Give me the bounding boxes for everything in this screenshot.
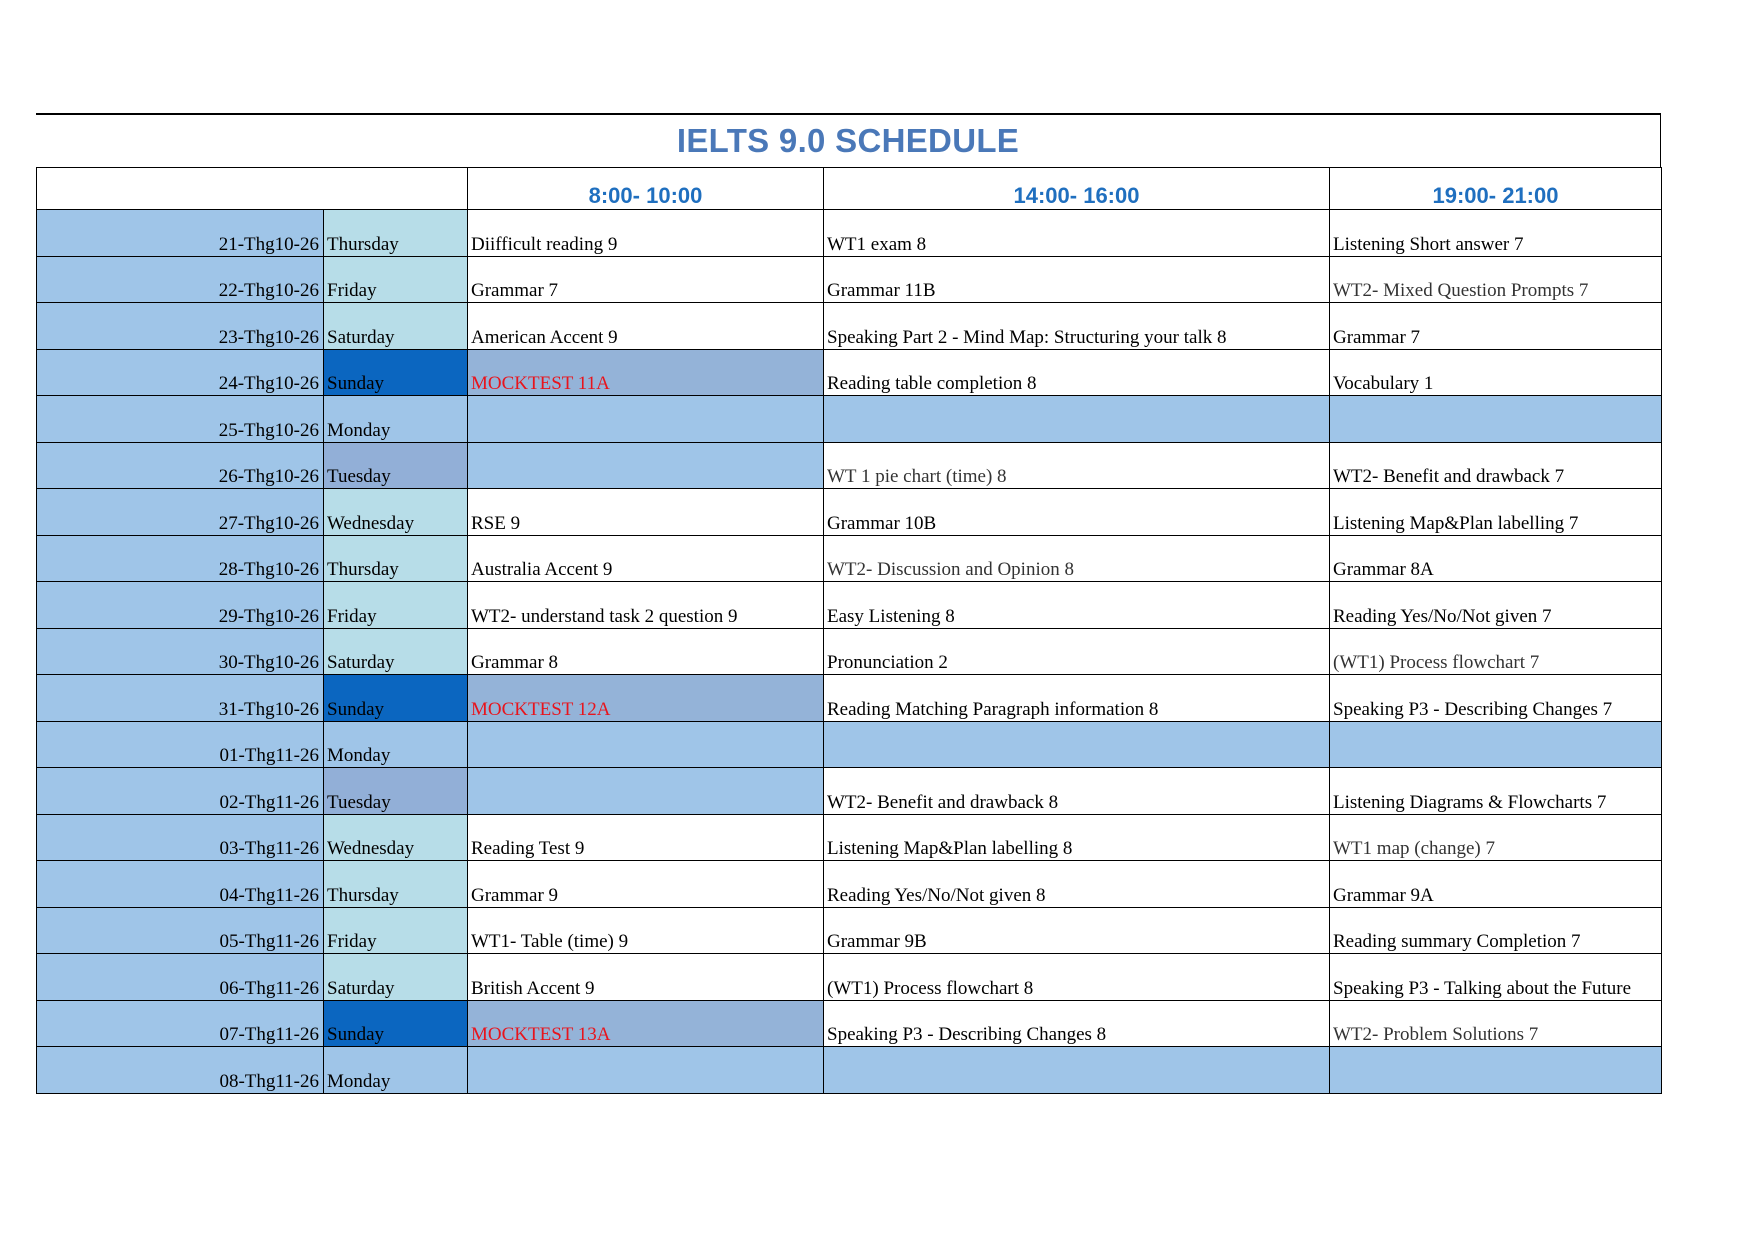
morning-session-cell: MOCKTEST 12A [468,675,824,722]
day-cell: Friday [324,907,468,954]
date-cell: 04-Thg11-26 [37,861,324,908]
date-cell: 25-Thg10-26 [37,396,324,443]
date-cell: 26-Thg10-26 [37,442,324,489]
afternoon-session-cell: Easy Listening 8 [824,582,1330,629]
morning-session-cell [468,1047,824,1094]
table-row [37,489,1662,536]
day-cell: Thursday [324,210,468,257]
header-row [37,168,1662,210]
table-row [37,768,1662,815]
day-cell: Friday [324,582,468,629]
table-row [37,721,1662,768]
evening-session-cell: Listening Short answer 7 [1330,210,1662,257]
afternoon-session-cell: Pronunciation 2 [824,628,1330,675]
evening-session-cell [1330,1047,1662,1094]
date-cell: 05-Thg11-26 [37,907,324,954]
evening-session-cell: WT1 map (change) 7 [1330,814,1662,861]
date-cell: 28-Thg10-26 [37,535,324,582]
date-cell: 08-Thg11-26 [37,1047,324,1094]
table-row [37,303,1662,350]
schedule-table [36,167,1662,1094]
table-row [37,210,1662,257]
header-blank [37,168,468,210]
date-cell: 02-Thg11-26 [37,768,324,815]
evening-session-cell: Grammar 7 [1330,303,1662,350]
day-cell: Tuesday [324,442,468,489]
evening-session-cell: WT2- Problem Solutions 7 [1330,1000,1662,1047]
day-cell: Thursday [324,535,468,582]
morning-session-cell: Australia Accent 9 [468,535,824,582]
afternoon-session-cell: (WT1) Process flowchart 8 [824,954,1330,1001]
table-row [37,535,1662,582]
afternoon-session-cell: Reading Matching Paragraph information 8 [824,675,1330,722]
date-cell: 23-Thg10-26 [37,303,324,350]
evening-session-cell: Grammar 8A [1330,535,1662,582]
day-cell: Saturday [324,954,468,1001]
morning-session-cell [468,721,824,768]
schedule-sheet [36,113,1661,1094]
day-cell: Sunday [324,1000,468,1047]
morning-session-cell: WT1- Table (time) 9 [468,907,824,954]
day-cell: Tuesday [324,768,468,815]
evening-session-cell: Listening Diagrams & Flowcharts 7 [1330,768,1662,815]
evening-session-cell [1330,721,1662,768]
morning-session-cell: British Accent 9 [468,954,824,1001]
afternoon-session-cell [824,396,1330,443]
day-cell: Thursday [324,861,468,908]
table-row [37,814,1662,861]
day-cell: Wednesday [324,489,468,536]
afternoon-session-cell: WT1 exam 8 [824,210,1330,257]
evening-session-cell: WT2- Mixed Question Prompts 7 [1330,256,1662,303]
afternoon-session-cell: Reading table completion 8 [824,349,1330,396]
evening-session-cell: Listening Map&Plan labelling 7 [1330,489,1662,536]
table-row [37,256,1662,303]
date-cell: 03-Thg11-26 [37,814,324,861]
afternoon-session-cell: Listening Map&Plan labelling 8 [824,814,1330,861]
day-cell: Monday [324,396,468,443]
afternoon-session-cell: Reading Yes/No/Not given 8 [824,861,1330,908]
evening-session-cell: Vocabulary 1 [1330,349,1662,396]
day-cell: Wednesday [324,814,468,861]
page-title: IELTS 9.0 SCHEDULE [676,122,1020,159]
morning-session-cell: RSE 9 [468,489,824,536]
morning-session-cell: Reading Test 9 [468,814,824,861]
evening-session-cell [1330,396,1662,443]
date-cell: 01-Thg11-26 [37,721,324,768]
afternoon-session-cell: WT 1 pie chart (time) 8 [824,442,1330,489]
date-cell: 21-Thg10-26 [37,210,324,257]
afternoon-session-cell: Grammar 11B [824,256,1330,303]
afternoon-session-cell [824,1047,1330,1094]
day-cell: Sunday [324,349,468,396]
slot-header-afternoon: 14:00- 16:00 [824,168,1330,210]
evening-session-cell: (WT1) Process flowchart 7 [1330,628,1662,675]
morning-session-cell [468,442,824,489]
table-row [37,675,1662,722]
table-row [37,954,1662,1001]
afternoon-session-cell: WT2- Discussion and Opinion 8 [824,535,1330,582]
evening-session-cell: WT2- Benefit and drawback 7 [1330,442,1662,489]
slot-header-evening: 19:00- 21:00 [1330,168,1662,210]
title-row [36,113,1661,167]
morning-session-cell [468,768,824,815]
day-cell: Friday [324,256,468,303]
morning-session-cell: Grammar 9 [468,861,824,908]
slot-header-morning: 8:00- 10:00 [468,168,824,210]
table-row [37,1000,1662,1047]
table-row [37,907,1662,954]
afternoon-session-cell: WT2- Benefit and drawback 8 [824,768,1330,815]
day-cell: Sunday [324,675,468,722]
date-cell: 07-Thg11-26 [37,1000,324,1047]
afternoon-session-cell: Grammar 10B [824,489,1330,536]
date-cell: 31-Thg10-26 [37,675,324,722]
table-row [37,1047,1662,1094]
morning-session-cell: Grammar 8 [468,628,824,675]
morning-session-cell: American Accent 9 [468,303,824,350]
day-cell: Saturday [324,628,468,675]
date-cell: 22-Thg10-26 [37,256,324,303]
date-cell: 06-Thg11-26 [37,954,324,1001]
day-cell: Monday [324,1047,468,1094]
evening-session-cell: Speaking P3 - Talking about the Future [1330,954,1662,1001]
morning-session-cell: Grammar 7 [468,256,824,303]
table-row [37,396,1662,443]
table-row [37,349,1662,396]
afternoon-session-cell [824,721,1330,768]
date-cell: 29-Thg10-26 [37,582,324,629]
evening-session-cell: Reading Yes/No/Not given 7 [1330,582,1662,629]
table-row [37,861,1662,908]
date-cell: 30-Thg10-26 [37,628,324,675]
day-cell: Saturday [324,303,468,350]
table-row [37,628,1662,675]
afternoon-session-cell: Grammar 9B [824,907,1330,954]
evening-session-cell: Reading summary Completion 7 [1330,907,1662,954]
evening-session-cell: Grammar 9A [1330,861,1662,908]
date-cell: 24-Thg10-26 [37,349,324,396]
morning-session-cell [468,396,824,443]
table-row [37,442,1662,489]
day-cell: Monday [324,721,468,768]
morning-session-cell: MOCKTEST 11A [468,349,824,396]
afternoon-session-cell: Speaking Part 2 - Mind Map: Structuring your talk 8 [824,303,1330,350]
afternoon-session-cell: Speaking P3 - Describing Changes 8 [824,1000,1330,1047]
evening-session-cell: Speaking P3 - Describing Changes 7 [1330,675,1662,722]
morning-session-cell: WT2- understand task 2 question 9 [468,582,824,629]
morning-session-cell: MOCKTEST 13A [468,1000,824,1047]
table-row [37,582,1662,629]
date-cell: 27-Thg10-26 [37,489,324,536]
morning-session-cell: Diifficult reading 9 [468,210,824,257]
